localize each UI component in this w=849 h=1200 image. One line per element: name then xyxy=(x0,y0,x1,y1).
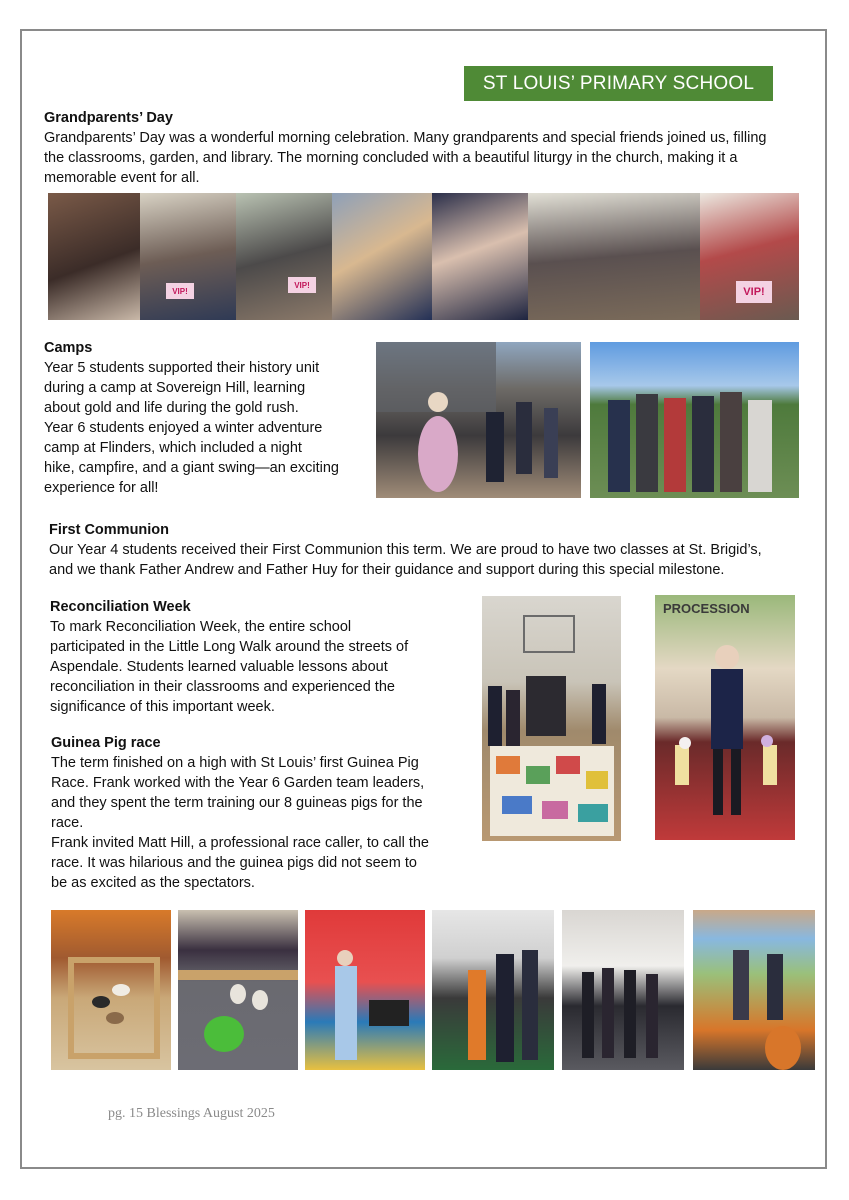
camps-heading: Camps xyxy=(44,340,93,356)
school-hall-photo xyxy=(482,596,621,841)
procession-photo xyxy=(655,595,795,840)
presentation-photo xyxy=(562,910,684,1070)
camps-text: Year 5 students supported their history unit during a camp at Sovereign Hill, learning about gold and life during the gold rush. Year 6 students enjoyed a winter adventure camp at Flinders, which included a night hike, campfire, and a giant swing—an exciting experience for all! xyxy=(44,360,339,496)
grandparents-photo-strip xyxy=(48,193,799,320)
guinea-pig-race-text: The term finished on a high with St Louis’ first Guinea Pig Race. Frank worked with the Year 6 Garden team leaders, and they spent the term training our 8 guineas pigs for the race. Frank invited Matt Hill, a professional race caller, to call the race. It was hilarious and the guinea pigs did not seem to be as excited as the spectators. xyxy=(51,755,429,891)
grandparents-photo-7 xyxy=(700,193,799,320)
grandparents-photo-5 xyxy=(432,193,528,320)
grandparents-day-heading: Grandparents’ Day xyxy=(44,110,173,126)
school-name-banner: ST LOUIS’ PRIMARY SCHOOL xyxy=(464,66,773,101)
vip-sign: VIP! xyxy=(166,283,194,299)
procession-screen-text: PROCESSION xyxy=(663,601,750,616)
vip-sign: VIP! xyxy=(288,277,316,293)
grandparents-photo-1 xyxy=(48,193,140,320)
grandparents-photo-6 xyxy=(528,193,700,320)
sovereign-hill-photo xyxy=(376,342,581,498)
outdoor-students-photo xyxy=(693,910,815,1070)
first-communion-text: Our Year 4 students received their First Communion this term. We are proud to have two classes at St. Brigid’s, and we thank Father Andrew and Father Huy for their guidance and support during this special milestone. xyxy=(49,542,762,578)
spectators-photo xyxy=(432,910,554,1070)
race-caller-photo xyxy=(305,910,425,1070)
first-communion-heading: First Communion xyxy=(49,522,170,538)
page-footer: pg. 15 Blessings August 2025 xyxy=(108,1106,275,1121)
reconciliation-week-heading: Reconciliation Week xyxy=(50,599,191,615)
vip-sign: VIP! xyxy=(736,281,772,303)
grandparents-photo-4 xyxy=(332,193,432,320)
grandparents-photo-3 xyxy=(236,193,332,320)
reconciliation-week-text: To mark Reconciliation Week, the entire school participated in the Little Long Walk around the streets of Aspendale. Students learned valuable lessons about reconciliation in their classrooms and experienced the significance of this important week. xyxy=(50,619,409,715)
guinea-pig-pen-photo xyxy=(51,910,171,1070)
grandparents-photo-2 xyxy=(140,193,236,320)
grandparents-day-text: Grandparents’ Day was a wonderful morning celebration. Many grandparents and special friends joined us, filling the classrooms, garden, and library. The morning concluded with a beautiful liturgy in the church, making it a memorable event for all. xyxy=(44,130,767,186)
flinders-camp-photo xyxy=(590,342,799,498)
guinea-pig-race-heading: Guinea Pig race xyxy=(51,735,161,751)
race-track-photo xyxy=(178,910,298,1070)
